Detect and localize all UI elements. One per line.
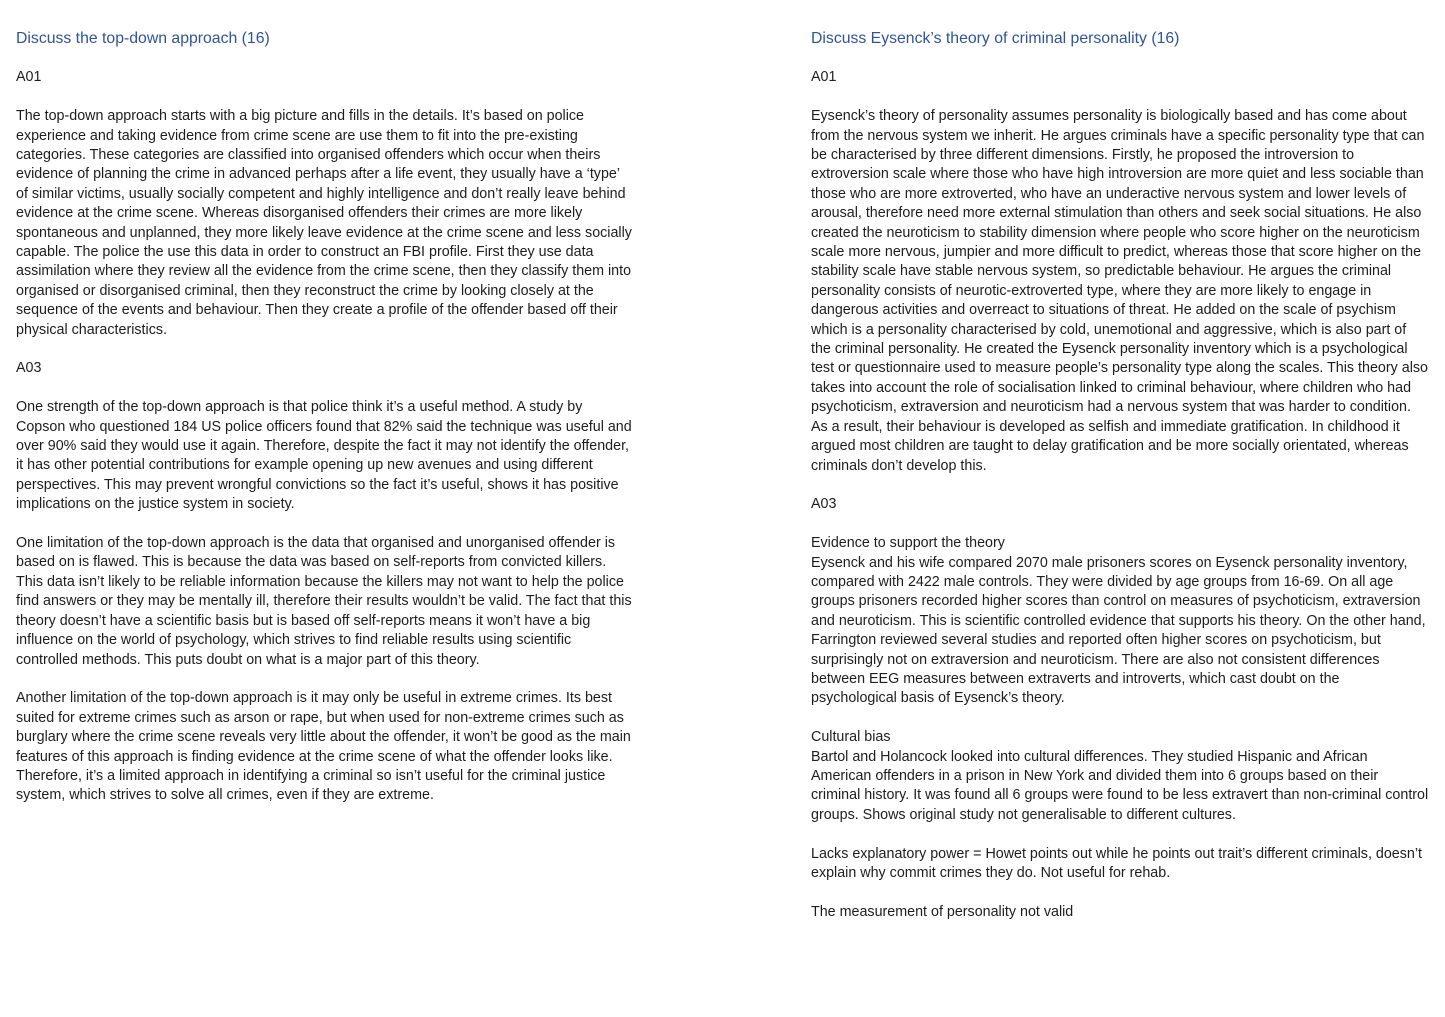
evidence-paragraph: Eysenck and his wife compared 2070 male prisoners scores on Eysenck personality inventory, compared with 2422 male controls. They were divided by age groups from 16-69. On all age groups prisoners recorded higher scores than control on measures of psychoticism, extraversion and neuroticism. This is scientific controlled evidence that supports his theory. On the other hand, Farrington reviewed several studies and reported often higher scores on psychoticism, but surprisingly not on extraversion and neuroticism. There are also not consistent differences between EEG measures between extraverts and introverts, which cast doubt on the psychological basis of Eysenck’s theory. bbox=[811, 554, 1426, 707]
cultural-bias-subheading: Cultural bias bbox=[811, 729, 891, 746]
left-a01-paragraph: The top-down approach starts with a big picture and fills in the details. It’s based on police experience and taking evidence from crime scene are use them to fit into the pre-existing categories. These categories are classified into organised offenders which occur when theirs evidence of planning the crime in advanced perhaps after a life event, they usually have a ‘type’ of similar victims, usually socially competent and highly intelligence and don’t really leave behind evidence at the crime scene. Whereas disorganised offenders their crimes are more likely spontaneous and unplanned, they more likely leave evidence at the crime scene and less socially capable. The police the use this data in order to construct an FBI profile. First they use data assimilation where they review all the evidence from the crime scene, then they classify them into organised or disorganised criminal, then they reconstruct the crime by looking closely at the sequence of the events and behaviour. Then they create a profile of the offender based off their physical characteristics. bbox=[16, 108, 632, 338]
left-a03-section-label: A03 bbox=[16, 360, 42, 377]
left-essay-title: Discuss the top-down approach (16) bbox=[16, 30, 270, 47]
left-a03-paragraph-limitation-1: One limitation of the top-down approach is the data that organised and unorganised offender is based on is flawed. This is because the data was based on self-reports from convicted killers. This data isn’t likely to be reliable information because the killers may not want to help the police find answers or they may be mentally ill, therefore their results wouldn’t be valid. The fact that this theory doesn’t have a scientific basis but is based off self-reports means it won’t have a big influence on the world of psychology, which strives to find reliable results using scientific controlled methods. This puts doubt on what is a major part of this theory. bbox=[16, 535, 632, 668]
right-a03-section-label: A03 bbox=[811, 496, 837, 513]
right-a01-section-label: A01 bbox=[811, 69, 837, 86]
right-a03-paragraph-measurement: The measurement of personality not valid bbox=[811, 903, 1074, 920]
left-a03-paragraph-strength: One strength of the top-down approach is that police think it’s a useful method. A study by Copson who questioned 184 US police officers found that 82% said the technique was useful and over 90% said they would use it again. Therefore, despite the fact it may not identify the offender, it has other potential contributions for example opening up new avenues and using different perspectives. This may prevent wrongful convictions so the fact it’s useful, shows it has positive implications on the justice system in society. bbox=[16, 399, 632, 513]
left-a01-section-label: A01 bbox=[16, 69, 42, 86]
right-a03-evidence-block bbox=[811, 534, 1429, 709]
evidence-subheading: Evidence to support the theory bbox=[811, 535, 1005, 552]
cultural-bias-paragraph: Bartol and Holancock looked into cultural differences. They studied Hispanic and African American offenders in a prison in New York and divided them into 6 groups based on their criminal history. It was found all 6 groups were found to be less extravert than non-criminal control groups. Shows original study not generalisable to different cultures. bbox=[811, 748, 1429, 823]
right-a03-cultural-bias-block bbox=[811, 728, 1429, 825]
right-page-column bbox=[811, 29, 1429, 942]
right-essay-title: Discuss Eysenck’s theory of criminal personality (16) bbox=[811, 30, 1180, 47]
right-a03-paragraph-explanatory-power: Lacks explanatory power = Howet points out while he points out trait’s different criminals, doesn’t explain why commit crimes they do. Not useful for rehab. bbox=[811, 845, 1422, 881]
right-a01-paragraph: Eysenck’s theory of personality assumes personality is biologically based and has come about from the nervous system we inherit. He argues criminals have a specific personality type that can be characterised by three different dimensions. Firstly, he proposed the introversion to extroversion scale where those who have high introversion are more quiet and less sociable than those who are more extroverted, who have an underactive nervous system and lower levels of arousal, therefore need more external stimulation than others and seek social situations. He also created the neuroticism to stability dimension where people who score higher on the neuroticism scale more nervous, jumpier and more difficult to predict, whereas those that score higher on the stability scale have stable nervous system, so predictable behaviour. He argues the criminal personality consists of neurotic-extroverted type, where they are more likely to engage in dangerous activities and overreact to situations of threat. He added on the scale of psychism which is a personality characterised by cold, unemotional and aggressive, which is also part of the criminal personality. He created the Eysenck personality inventory which is a psychological test or questionnaire used to measure people’s personality type along the scales. This theory also takes into account the role of socialisation linked to criminal behaviour, where children who had psychoticism, extraversion and neuroticism had a nervous system that was harder to condition. As a result, their behaviour is developed as selfish and immediate gratification. In childhood it argued most children are taught to delay gratification and be more socially orientated, whereas criminals don’t develop this. bbox=[811, 108, 1428, 474]
left-a03-paragraph-limitation-2: Another limitation of the top-down approach is it may only be useful in extreme crimes. Its best suited for extreme crimes such as arson or rape, but when used for non-extreme crimes such as burglary where the crime scene reveals very little about the offender, it won’t be good as the main features of this approach is finding evidence at the crime scene of what the offender looks like. Therefore, it’s a limited approach in identifying a criminal so isn’t useful for the criminal justice system, which strives to solve all crimes, even if they are extreme. bbox=[16, 690, 631, 804]
left-page-column bbox=[16, 29, 634, 825]
